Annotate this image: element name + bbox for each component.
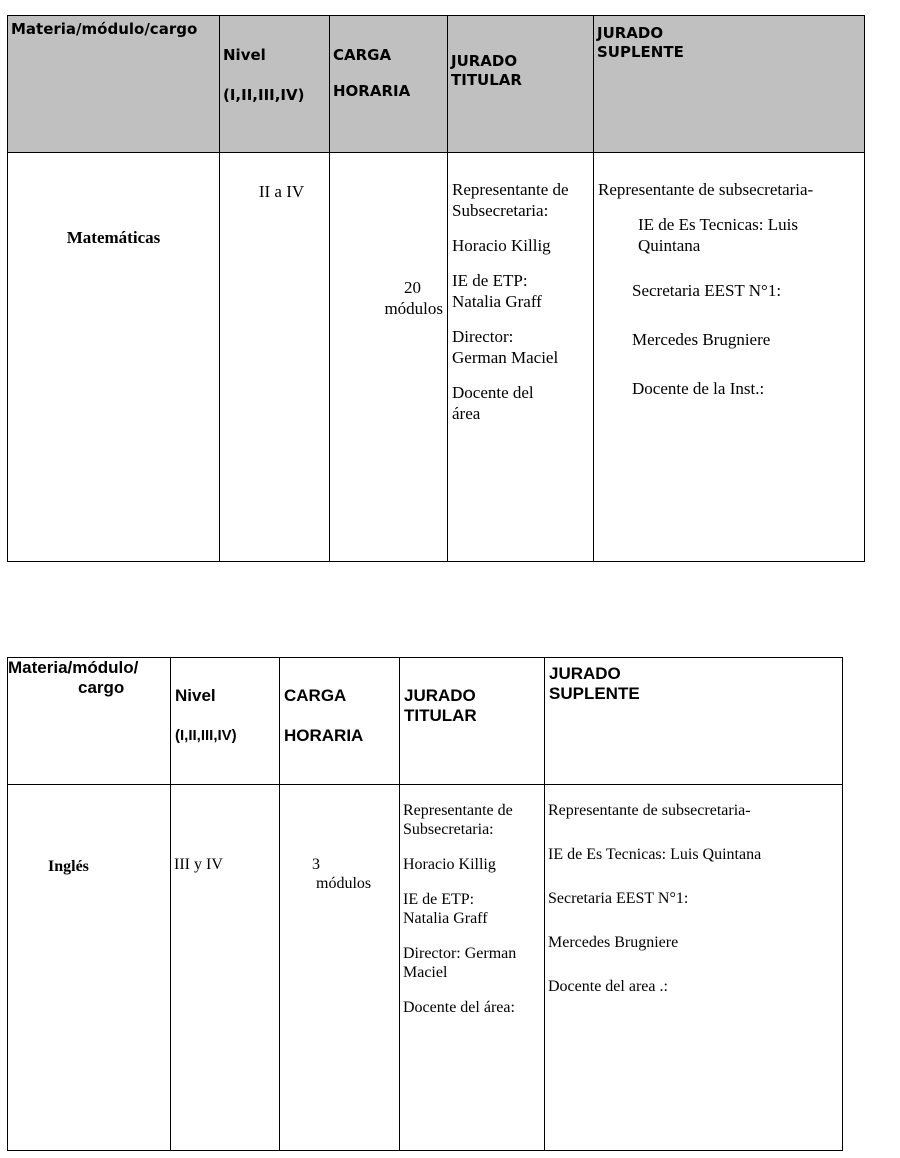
- cell-carga-horaria: 3 módulos: [280, 785, 400, 1151]
- header-carga-horaria: CARGA HORARIA: [330, 16, 448, 153]
- jurado-suplente-item: IE de Es Tecnicas: Luis Quintana: [548, 846, 762, 863]
- header-nivel-label: Nivel: [223, 46, 266, 64]
- jurado-suplente-item: Mercedes Brugniere: [632, 330, 771, 349]
- header-nivel-sub: (I,II,III,IV): [223, 86, 305, 104]
- table-row: [8, 785, 843, 1151]
- jurado-titular-item: Director: German Maciel: [403, 945, 517, 981]
- jurado-suplente-item: IE de Es Tecnicas: Luis Quintana: [638, 215, 798, 255]
- jurado-suplente-item: Secretaria EEST N°1:: [632, 281, 782, 300]
- table-header-row: [8, 658, 843, 785]
- jury-table-matematicas: [7, 15, 865, 562]
- jurado-suplente-item: Representante de subsecretaria-: [598, 180, 814, 199]
- jury-table-ingles: [7, 657, 843, 1151]
- jurado-suplente-item: Secretaria EEST N°1:: [548, 890, 689, 907]
- cell-jurado-suplente: [594, 153, 865, 562]
- table-row: [8, 153, 865, 562]
- table-header-row: [8, 16, 865, 153]
- header-nivel: [220, 16, 330, 153]
- header-jurado-suplente: JURADO SUPLENTE: [545, 658, 843, 785]
- header-jurado-titular: JURADO TITULAR: [400, 658, 545, 785]
- jurado-suplente-item: Docente de la Inst.:: [632, 379, 765, 398]
- cell-jurado-suplente: [545, 785, 843, 1151]
- jurado-titular-item: Docente del área:: [403, 999, 515, 1016]
- cell-materia: Matemáticas: [8, 153, 220, 562]
- header-carga-horaria: CARGA HORARIA: [280, 658, 400, 785]
- cell-carga-horaria: 20 módulos: [330, 153, 448, 562]
- cell-jurado-titular: [400, 785, 545, 1151]
- jurado-titular-item: Representante de Subsecretaria:: [452, 180, 569, 220]
- header-jurado-suplente: JURADO SUPLENTE: [594, 16, 865, 153]
- jurado-titular-item: Docente del área: [452, 383, 534, 423]
- jurado-suplente-item: Mercedes Brugniere: [548, 934, 679, 951]
- jurado-titular-item: IE de ETP: Natalia Graff: [403, 891, 488, 927]
- header-nivel: Nivel (I,II,III,IV): [171, 658, 280, 785]
- jurado-suplente-item: Docente del area .:: [548, 978, 668, 995]
- cell-nivel: II a IV: [220, 153, 330, 562]
- jurado-titular-item: Representante de Subsecretaria:: [403, 802, 513, 838]
- jurado-titular-item: Horacio Killig: [452, 236, 551, 255]
- cell-jurado-titular: [448, 153, 594, 562]
- jurado-titular-item: Horacio Killig: [403, 856, 496, 873]
- cell-nivel: III y IV: [171, 785, 280, 1151]
- jurado-titular-item: IE de ETP: Natalia Graff: [452, 271, 542, 311]
- cell-materia: Inglés: [8, 785, 171, 1151]
- jurado-suplente-item: Representante de subsecretaria-: [548, 802, 751, 819]
- header-materia: Materia/módulo/cargo: [8, 16, 220, 153]
- header-jurado-titular: JURADO TITULAR: [448, 16, 594, 153]
- jurado-titular-item: Director: German Maciel: [452, 327, 559, 367]
- header-materia: Materia/módulo/ cargo: [8, 658, 171, 785]
